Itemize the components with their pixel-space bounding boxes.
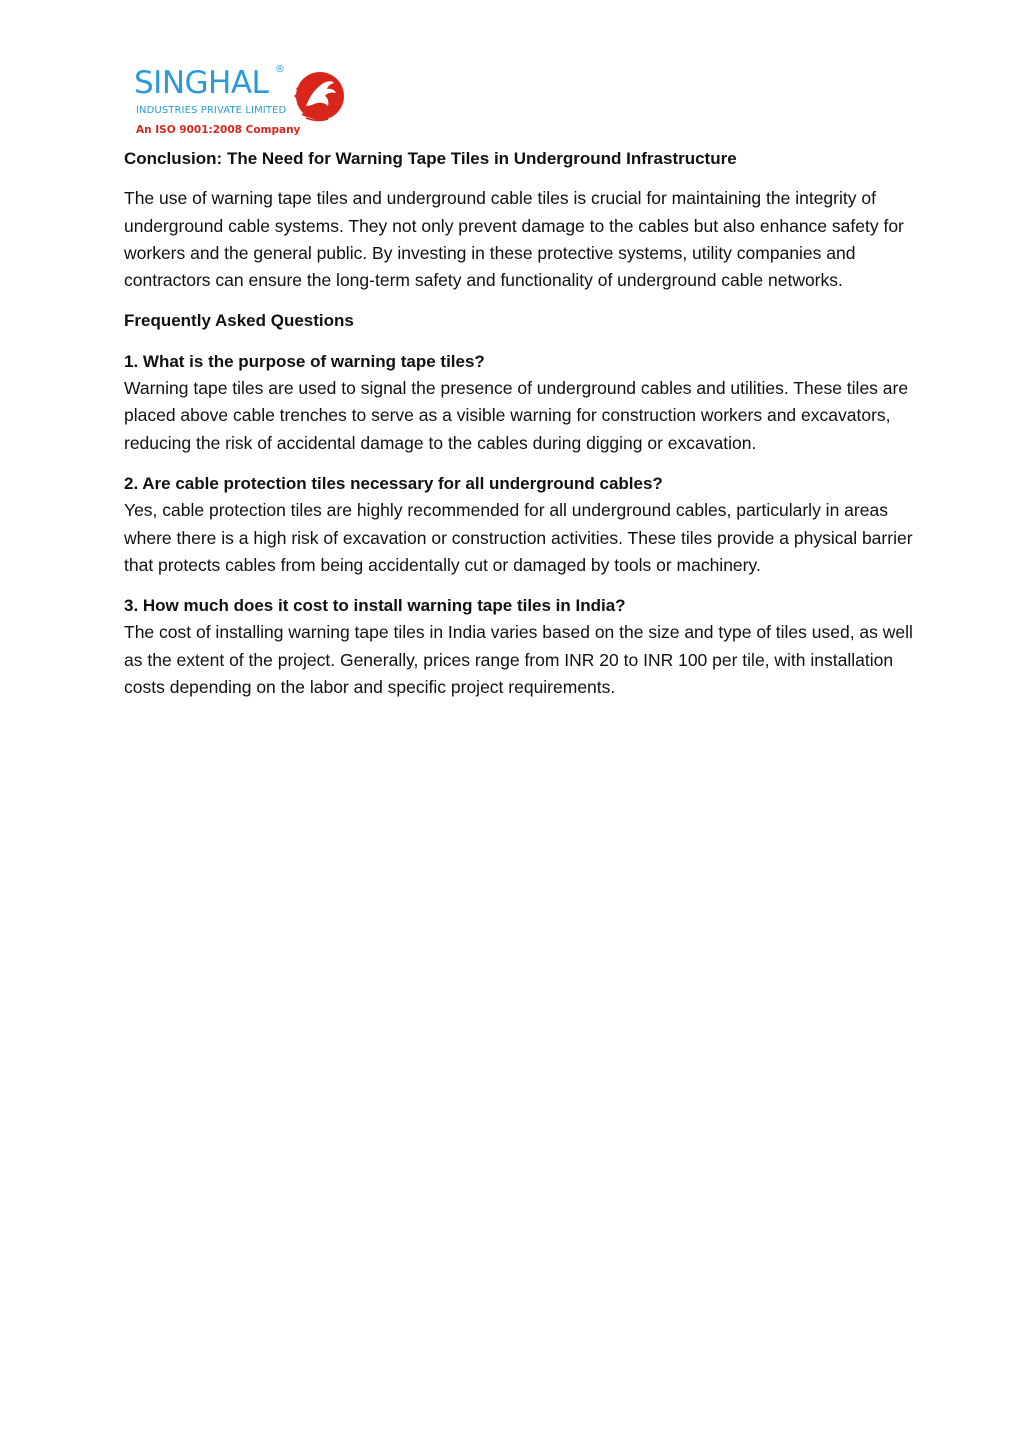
logo-subtitle: INDUSTRIES PRIVATE LIMITED [136,105,287,116]
faq-question-1: 1. What is the purpose of warning tape tiles? [124,351,485,371]
faq-answer-1: Warning tape tiles are used to signal the presence of underground cables and utilities. These tiles are placed above cable trenches to serve as a visible warning for construction workers and excavators, reducing the risk of accidental damage to the cables during digging or excavation. [124,378,909,453]
document-body [124,145,914,701]
conclusion-heading: Conclusion: The Need for Warning Tape Tiles in Underground Infrastructure [124,149,737,168]
logo-brand-name: SINGHAL [134,65,269,101]
faq-question-2: 2. Are cable protection tiles necessary for all underground cables? [124,473,663,493]
faq-heading: Frequently Asked Questions [124,311,354,331]
faq-answer-2: Yes, cable protection tiles are highly recommended for all underground cables, particularly in areas where there is a high risk of excavation or construction activities. These tiles provide a physical barrier that protects cables from being accidentally cut or damaged by tools or machinery. [124,500,913,575]
logo-certification: An ISO 9001:2008 Company [136,124,301,136]
registered-mark: ® [275,64,285,75]
faq-answer-3: The cost of installing warning tape tiles in India varies based on the size and type of tiles used, as well as the extent of the project. Generally, prices range from INR 20 to INR 100 per tile, with installation costs depending on the labor and specific project requirements. [124,622,913,698]
conclusion-paragraph: The use of warning tape tiles and underground cable tiles is crucial for maintaining the integrity of underground cable systems. They not only prevent damage to the cables but also enhance safety for workers and the general public. By investing in these protective systems, utility companies and contractors can ensure the long-term safety and functionality of underground cable networks. [124,188,904,291]
faq-question-3: 3. How much does it cost to install warning tape tiles in India? [124,596,626,616]
company-logo [134,62,350,142]
pegasus-emblem-icon [284,66,346,128]
